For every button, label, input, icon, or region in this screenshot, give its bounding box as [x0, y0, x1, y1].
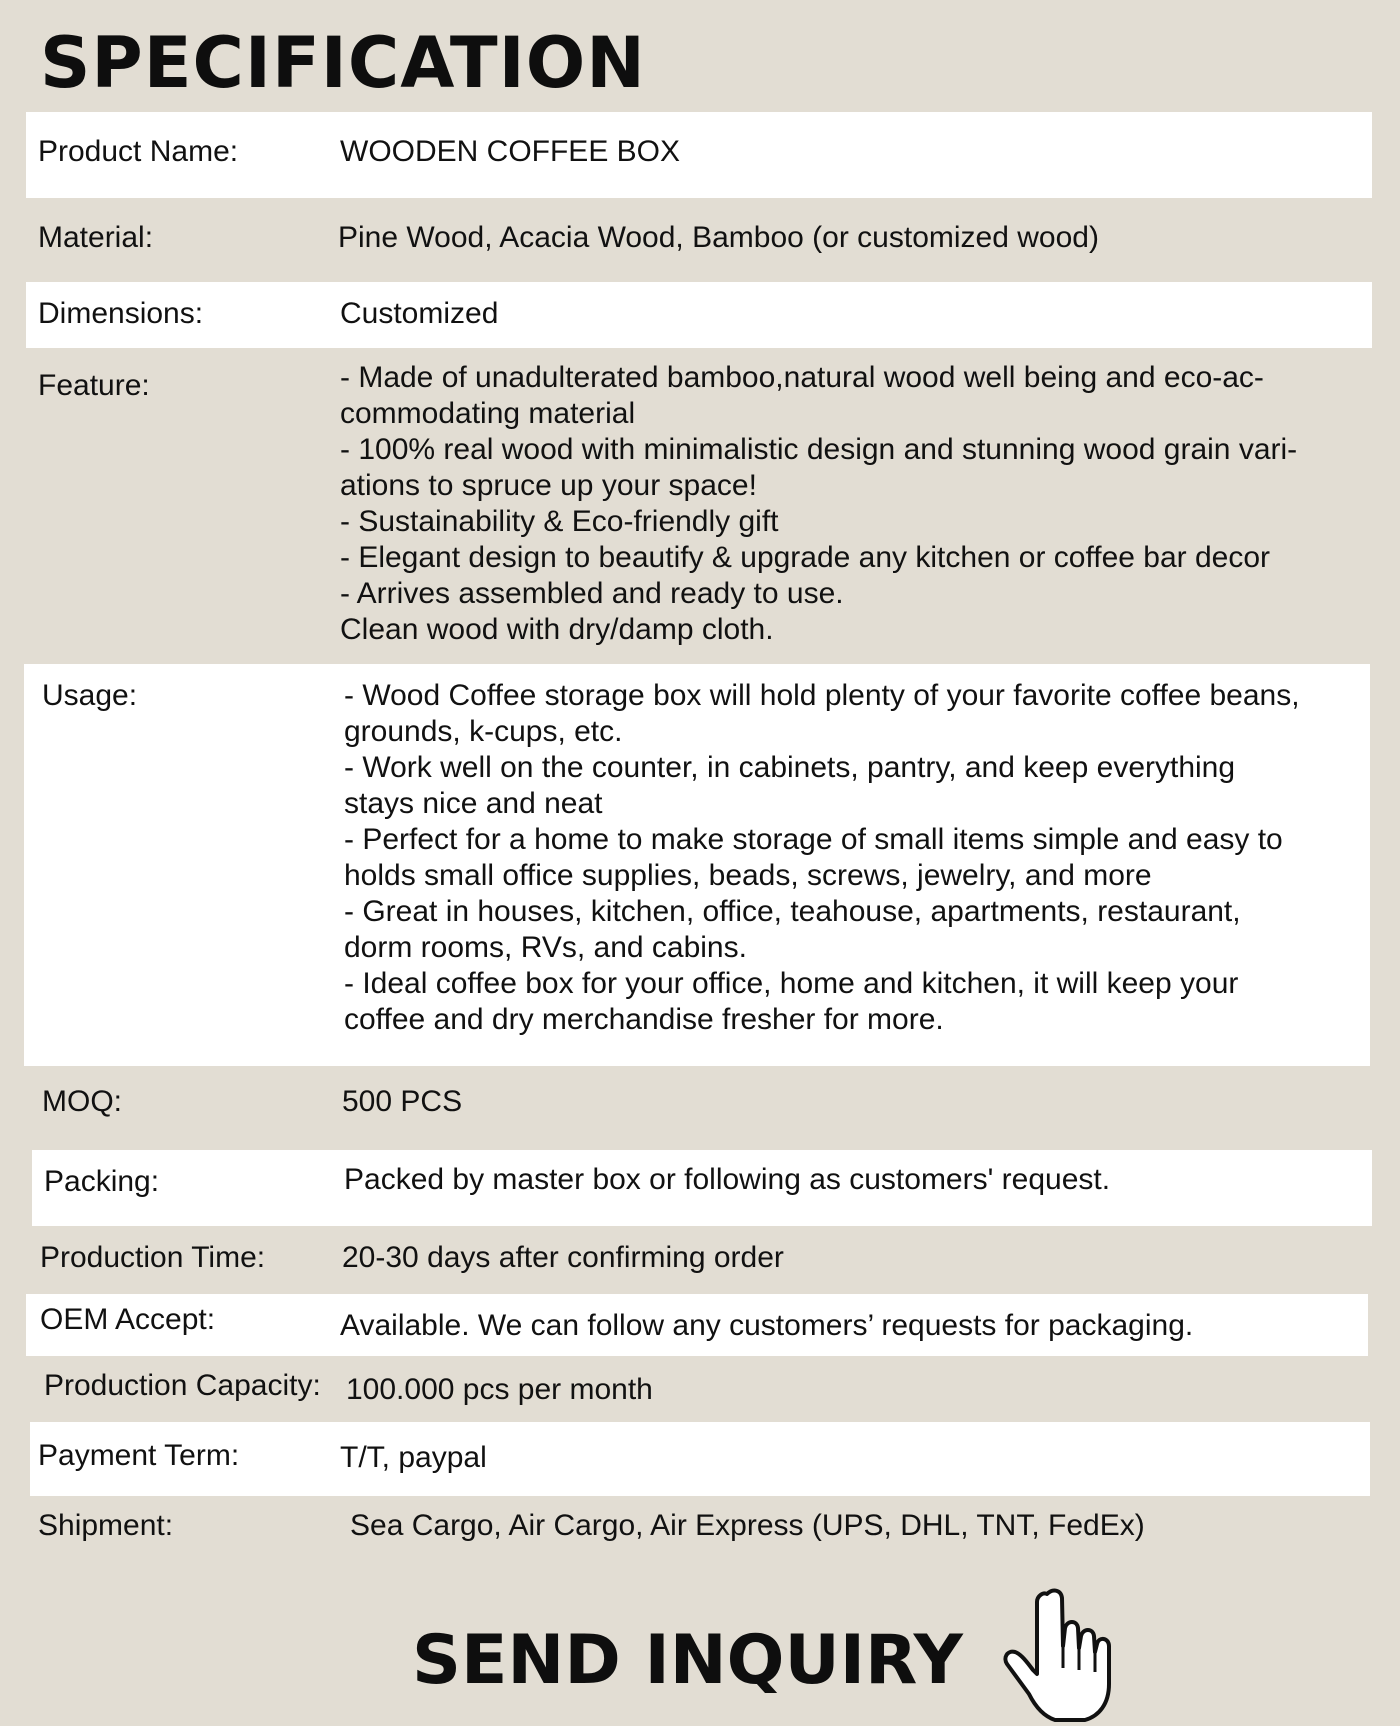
spec-label: OEM Accept:	[40, 1303, 216, 1336]
spec-label: Production Capacity:	[44, 1369, 321, 1402]
spec-value: Pine Wood, Acacia Wood, Bamboo (or customized wood)	[338, 221, 1099, 254]
spec-label: Material:	[38, 221, 154, 254]
pointing-hand-icon	[999, 1586, 1119, 1726]
spec-value: 20-30 days after confirming order	[342, 1241, 784, 1274]
spec-label: Shipment:	[38, 1509, 174, 1542]
spec-label: MOQ:	[42, 1085, 122, 1118]
spec-label: Production Time:	[40, 1241, 266, 1274]
spec-row-product-name	[26, 112, 1372, 198]
spec-row-packing	[32, 1150, 1372, 1226]
spec-row-moq	[26, 1066, 1372, 1150]
spec-value: Sea Cargo, Air Cargo, Air Express (UPS, DHL, TNT, FedEx)	[350, 1509, 1145, 1542]
spec-label: Packing:	[44, 1165, 160, 1198]
spec-label: Feature:	[38, 369, 150, 402]
page-title: SPECIFICATION	[40, 22, 646, 104]
spec-label: Product Name:	[38, 135, 239, 168]
spec-value: - Wood Coffee storage box will hold plenty of your favorite coffee beans, grounds, k-cups, etc. - Work well on the counter, in cabinets, pantry, and keep everything stays nice and neat - Perfect for a home to make storage of small items simple and easy to holds small office supplies, beads, screws, jewelry, and more - Great in houses, kitchen, office, teahouse, apartments, restaurant, dorm rooms, RVs, and cabins. - Ideal coffee box for your office, home and kitchen, it will keep your coffee and dry merchandise fresher for more.	[344, 679, 1300, 1036]
spec-row-payment-term	[30, 1422, 1370, 1496]
spec-value: Available. We can follow any customers’ requests for packaging.	[340, 1309, 1194, 1342]
spec-value: Packed by master box or following as customers' request.	[344, 1163, 1111, 1196]
spec-value: 100.000 pcs per month	[346, 1373, 653, 1406]
spec-row-shipment	[26, 1496, 1372, 1566]
spec-label: Dimensions:	[38, 297, 204, 330]
spec-label: Payment Term:	[38, 1439, 240, 1472]
spec-value: WOODEN COFFEE BOX	[340, 135, 681, 168]
spec-row-oem-accept	[26, 1294, 1368, 1356]
spec-row-usage	[24, 664, 1370, 1066]
spec-row-material	[26, 198, 1372, 282]
spec-value: T/T, paypal	[340, 1441, 487, 1474]
spec-row-dimensions	[26, 282, 1372, 348]
spec-label: Usage:	[42, 679, 138, 712]
send-inquiry-label: SEND INQUIRY	[412, 1621, 963, 1700]
spec-row-feature	[26, 348, 1372, 664]
spec-row-production-capacity	[26, 1356, 1372, 1422]
spec-value: 500 PCS	[342, 1085, 463, 1118]
spec-value: - Made of unadulterated bamboo,natural wood well being and eco-ac- commodating material - 100% real wood with minimalistic design and stunning wood grain vari- ations to spruce up your space! - Sustainability & Eco-friendly gift - Elegant design to beautify & upgrade any kitchen or coffee bar decor - Arrives assembled and ready to use. Clean wood with dry/damp cloth.	[340, 361, 1298, 646]
send-inquiry-button[interactable]	[412, 1596, 1119, 1726]
spec-value: Customized	[340, 297, 499, 330]
spec-row-production-time	[26, 1226, 1372, 1294]
